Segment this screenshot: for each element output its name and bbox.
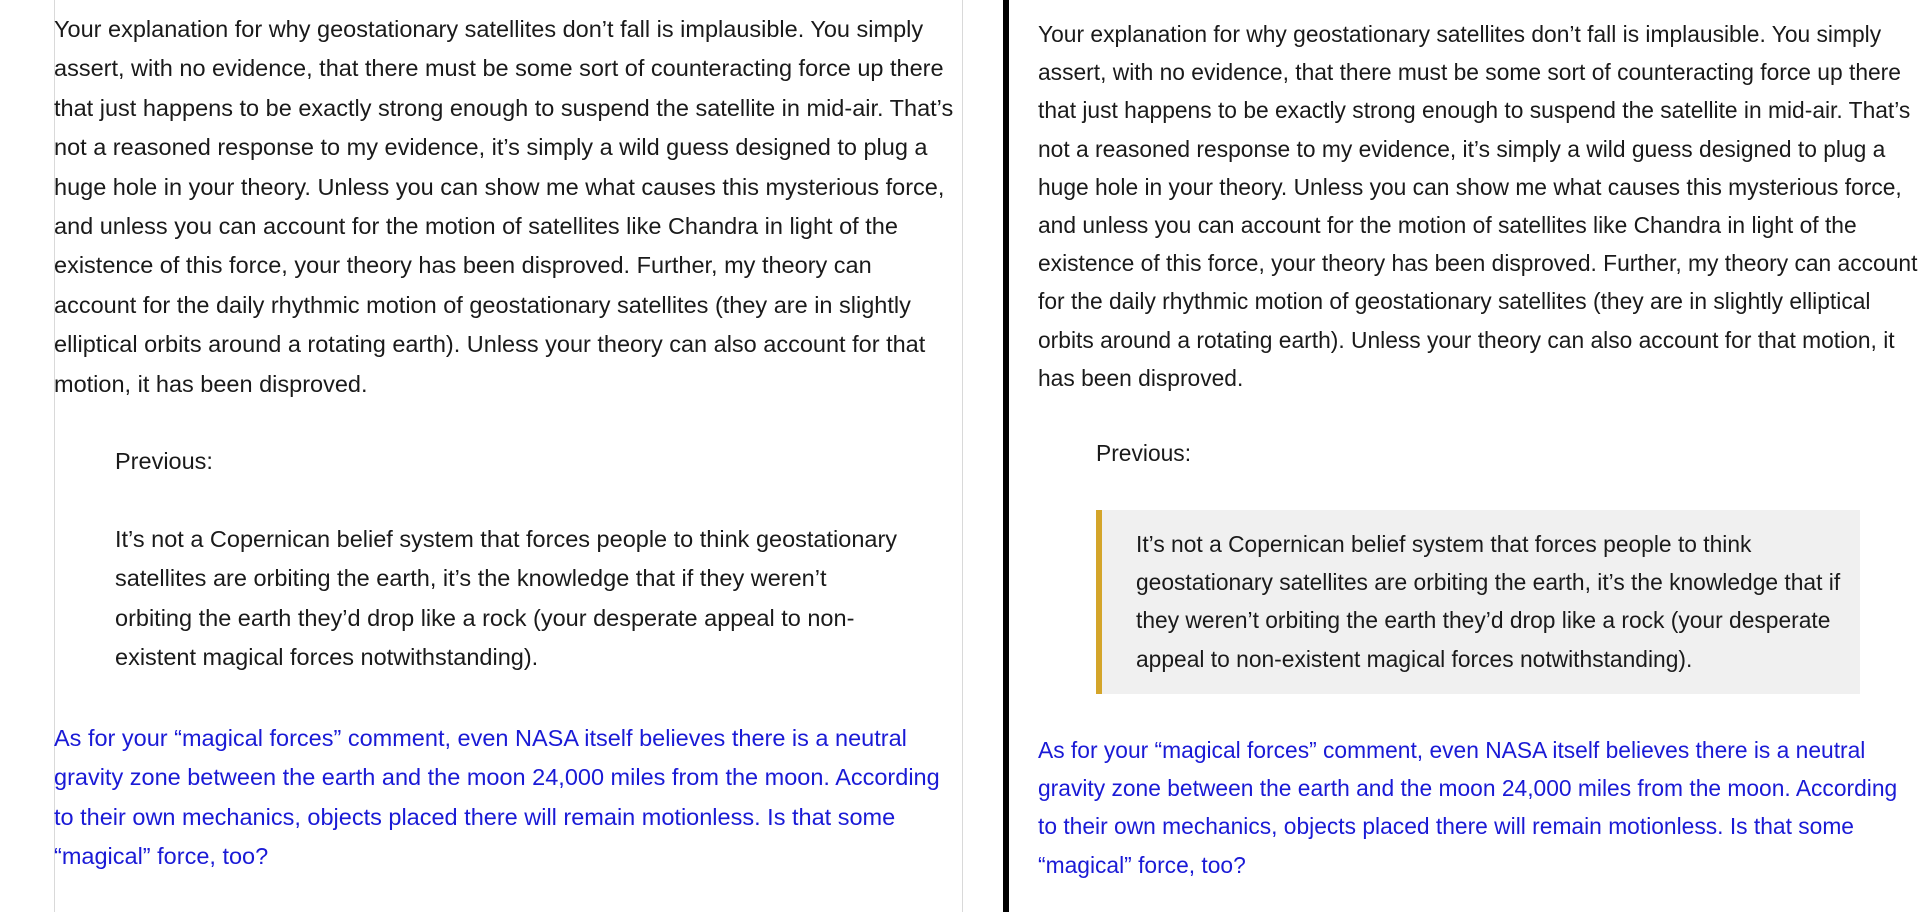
blockquote <box>1096 510 1860 694</box>
right-document-pane <box>1009 0 1920 912</box>
reply-paragraph: As for your “magical forces” comment, even NASA itself believes there is a neutral gravity zone between the earth and the moon 24,000 miles from the moon. According to their own mechanics, objects placed there will remain motionless. Is that some “magical” force, too? <box>1038 737 1898 878</box>
main-paragraph: Your explanation for why geostationary satellites don’t fall is implausible. You simply assert, with no evidence, that there must be some sort of counteracting force up there that just happens to be exactly strong enough to suspend the satellite in mid-air. That’s not a reasoned response to my evidence, it’s simply a wild guess designed to plug a huge hole in your theory. Unless you can show me what causes this mysterious force, and unless you can account for the motion of satellites like Chandra in light of the existence of this force, your theory has been disproved. Further, my theory can account for the daily rhythmic motion of geostationary satellites (they are in slightly elliptical orbits around a rotating earth). Unless your theory can also account for that motion, it has been disproved. <box>1038 21 1918 391</box>
quoted-paragraph: It’s not a Copernican belief system that forces people to think geostationary satellites are orbiting the earth, it’s the knowledge that if they weren’t orbiting the earth they’d drop like a rock (your desperate appeal to non-existent magical forces notwithstanding). <box>1136 531 1841 672</box>
previous-label: Previous: <box>115 448 213 474</box>
previous-label: Previous: <box>1096 440 1192 466</box>
page-margin-line <box>962 0 963 912</box>
quoted-paragraph: It’s not a Copernican belief system that forces people to think geostationary satellites are orbiting the earth, it’s the knowledge that if they weren’t orbiting the earth they’d drop like a rock (your desperate appeal to non-existent magical forces notwithstanding). <box>115 526 898 671</box>
reply-paragraph: As for your “magical forces” comment, even NASA itself believes there is a neutral gravity zone between the earth and the moon 24,000 miles from the moon. According to their own mechanics, objects placed there will remain motionless. Is that some “magical” force, too? <box>54 725 940 870</box>
main-paragraph: Your explanation for why geostationary satellites don’t fall is implausible. You simply assert, with no evidence, that there must be some sort of counteracting force up there that just happens to be exactly strong enough to suspend the satellite in mid-air. That’s not a reasoned response to my evidence, it’s simply a wild guess designed to plug a huge hole in your theory. Unless you can show me what causes this mysterious force, and unless you can account for the motion of satellites like Chandra in light of the existence of this force, your theory has been disproved. Further, my theory can account for the daily rhythmic motion of geostationary satellites (they are in slightly elliptical orbits around a rotating earth). Unless your theory can also account for that motion, it has been disproved. <box>54 16 954 397</box>
